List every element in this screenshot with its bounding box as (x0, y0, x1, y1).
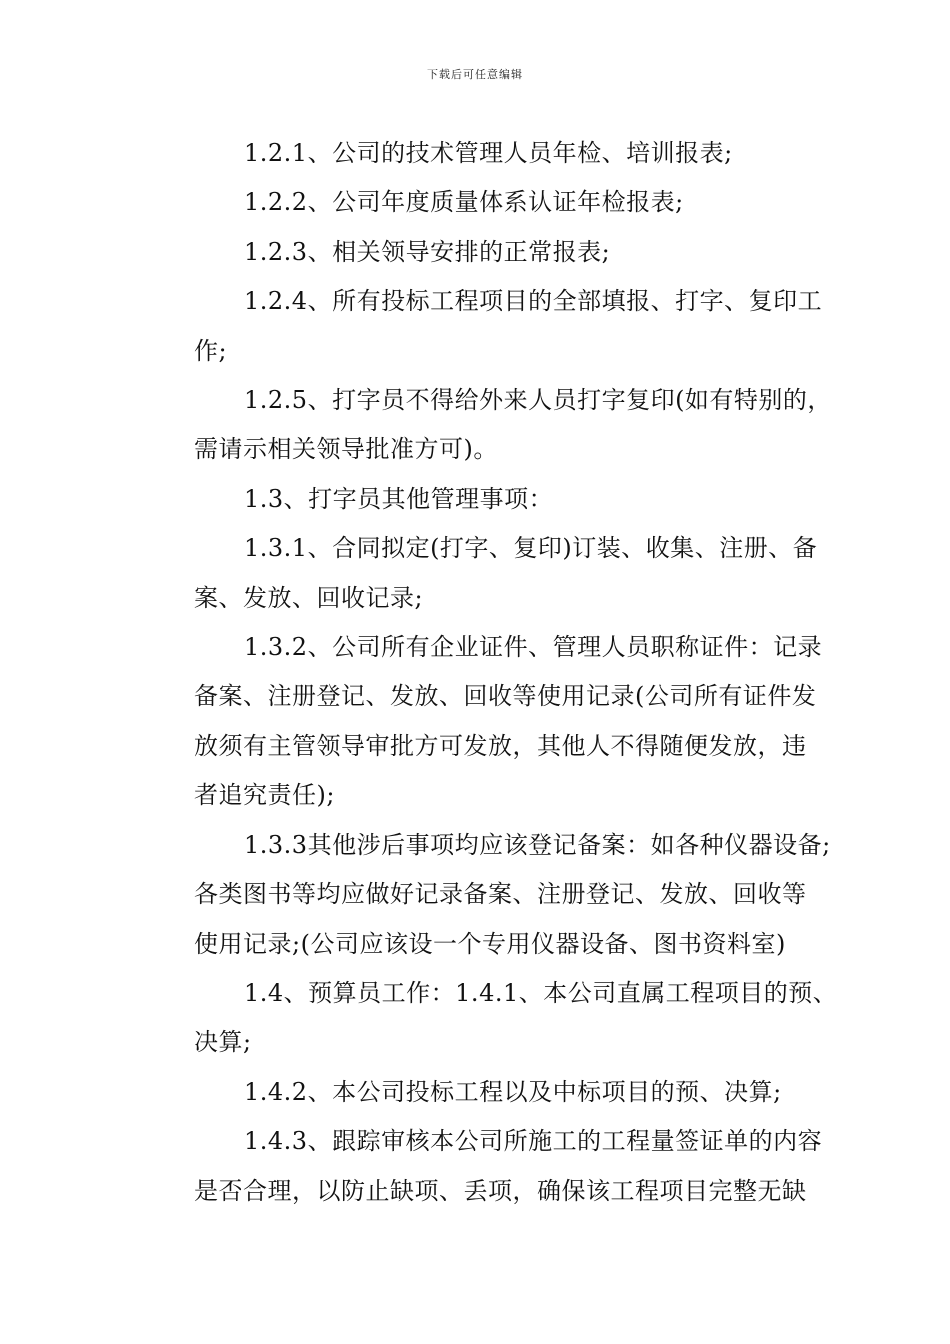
page-header: 下载后可任意编辑 (427, 68, 523, 81)
text-line: 1.4.2、本公司投标工程以及中标项目的预、决算; (244, 1077, 782, 1106)
paragraph-1-4-2 (146, 1068, 826, 1117)
text-line: 作; (194, 336, 228, 365)
text-line: 1.4.3、跟踪审核本公司所施工的工程量签证单的内容 (244, 1127, 823, 1156)
text-line: 需请示相关领导批准方可)。 (194, 435, 498, 464)
paragraph-1-4 (146, 969, 838, 1068)
paragraph-1-2-4 (146, 277, 826, 376)
paragraph-1-2-1 (146, 129, 826, 178)
paragraph-1-2-3 (146, 228, 826, 277)
text-line: 放须有主管领导审批方可发放，其他人不得随便发放，违 (194, 731, 807, 760)
paragraph-1-3-3 (146, 821, 831, 969)
text-line: 各类图书等均应做好记录备案、注册登记、发放、回收等 (194, 880, 807, 909)
text-line: 1.2.5、打字员不得给外来人员打字复印(如有特别的， (244, 386, 832, 415)
paragraph-1-3-2 (146, 623, 826, 821)
text-line: 1.4、预算员工作：1.4.1、本公司直属工程项目的预、 (244, 978, 838, 1007)
text-line: 1.2.3、相关领导安排的正常报表; (244, 237, 611, 266)
text-line: 1.3.2、公司所有企业证件、管理人员职称证件：记录 (244, 633, 823, 662)
text-line: 案、发放、回收记录; (194, 583, 424, 612)
text-line: 1.3、打字员其他管理事项： (244, 484, 554, 513)
document-body (146, 129, 838, 1216)
paragraph-1-4-3 (146, 1117, 826, 1216)
text-line: 1.3.3其他涉后事项均应该登记备案：如各种仪器设备; (244, 830, 831, 859)
text-line: 是否合理，以防止缺项、丢项，确保该工程项目完整无缺 (194, 1176, 807, 1205)
text-line: 决算; (194, 1028, 252, 1057)
text-line: 1.2.2、公司年度质量体系认证年检报表; (244, 188, 684, 217)
text-line: 使用记录;(公司应该设一个专用仪器设备、图书资料室) (194, 929, 786, 958)
text-line: 备案、注册登记、发放、回收等使用记录(公司所有证件发 (194, 682, 817, 711)
paragraph-1-2-5 (146, 376, 832, 475)
paragraph-1-3-1 (146, 524, 826, 623)
paragraph-1-3 (146, 475, 826, 524)
text-line: 1.2.1、公司的技术管理人员年检、培训报表; (244, 139, 733, 167)
text-line: 1.2.4、所有投标工程项目的全部填报、打字、复印工 (244, 287, 823, 316)
text-line: 1.3.1、合同拟定(打字、复印)订装、收集、注册、备 (244, 534, 818, 563)
paragraph-1-2-2 (146, 178, 826, 227)
text-line: 者追究责任); (194, 781, 335, 810)
